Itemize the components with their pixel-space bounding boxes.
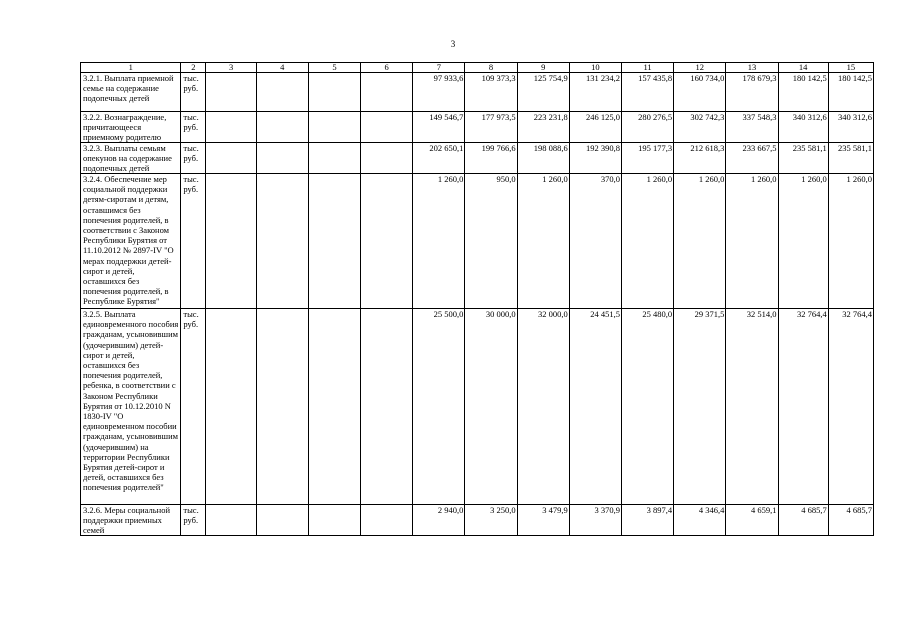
value-cell: 198 088,6 bbox=[517, 143, 569, 174]
value-cell: 202 650,1 bbox=[413, 143, 465, 174]
value-cell: 25 500,0 bbox=[413, 309, 465, 505]
value-cell: 370,0 bbox=[569, 174, 621, 309]
value-cell bbox=[206, 143, 256, 174]
value-cell: 3 897,4 bbox=[621, 505, 673, 536]
value-cell bbox=[361, 174, 413, 309]
value-cell bbox=[308, 309, 360, 505]
column-header: 3 bbox=[206, 63, 256, 73]
value-cell bbox=[206, 112, 256, 143]
value-cell: 24 451,5 bbox=[569, 309, 621, 505]
row-unit: тыс. руб. bbox=[181, 143, 206, 174]
column-header: 2 bbox=[181, 63, 206, 73]
value-cell: 32 764,4 bbox=[778, 309, 828, 505]
row-name: 3.2.2. Вознаграждение, причитающееся приемному родителю bbox=[83, 112, 167, 142]
column-header: 5 bbox=[308, 63, 360, 73]
row-name-cell bbox=[81, 112, 181, 143]
value-cell bbox=[256, 174, 308, 309]
value-cell bbox=[308, 143, 360, 174]
row-name: 3.2.4. Обеспечение мер социальной поддержки детям-сиротам и детям, оставшимся без попечения родителей, в соответствии с Законом Республики Бурятия от 11.10.2012 № 2897-IV "О мерах поддержки детей-сирот и детей, оставшихся без попечения родителей, в Республике Бурятия" bbox=[83, 174, 174, 307]
value-cell: 29 371,5 bbox=[674, 309, 726, 505]
page-number: 3 bbox=[450, 39, 456, 49]
column-header: 11 bbox=[621, 63, 673, 73]
column-header: 4 bbox=[256, 63, 308, 73]
table-body bbox=[81, 73, 874, 536]
value-cell bbox=[256, 143, 308, 174]
row-unit: тыс. руб. bbox=[181, 505, 206, 536]
row-name: 3.2.3. Выплаты семьям опекунов на содержание подопечных детей bbox=[83, 143, 172, 173]
value-cell: 180 142,5 bbox=[828, 73, 873, 112]
row-unit: тыс. руб. bbox=[181, 309, 206, 505]
value-cell: 340 312,6 bbox=[828, 112, 873, 143]
value-cell: 32 514,0 bbox=[726, 309, 778, 505]
value-cell: 195 177,3 bbox=[621, 143, 673, 174]
column-header: 9 bbox=[517, 63, 569, 73]
value-cell: 1 260,0 bbox=[778, 174, 828, 309]
column-header: 13 bbox=[726, 63, 778, 73]
value-cell: 3 479,9 bbox=[517, 505, 569, 536]
row-name: 3.2.6. Меры социальной поддержки приемных семей bbox=[83, 505, 170, 535]
value-cell: 950,0 bbox=[465, 174, 517, 309]
value-cell: 199 766,6 bbox=[465, 143, 517, 174]
value-cell bbox=[256, 112, 308, 143]
value-cell bbox=[308, 112, 360, 143]
value-cell: 180 142,5 bbox=[778, 73, 828, 112]
column-header: 10 bbox=[569, 63, 621, 73]
value-cell: 4 346,4 bbox=[674, 505, 726, 536]
value-cell: 233 667,5 bbox=[726, 143, 778, 174]
value-cell: 302 742,3 bbox=[674, 112, 726, 143]
row-unit: тыс. руб. bbox=[181, 73, 206, 112]
row-unit: тыс. руб. bbox=[181, 174, 206, 309]
row-unit: тыс. руб. bbox=[181, 112, 206, 143]
row-name-cell bbox=[81, 73, 181, 112]
value-cell: 1 260,0 bbox=[517, 174, 569, 309]
value-cell: 4 685,7 bbox=[828, 505, 873, 536]
column-header: 1 bbox=[81, 63, 181, 73]
value-cell: 32 764,4 bbox=[828, 309, 873, 505]
value-cell: 212 618,3 bbox=[674, 143, 726, 174]
value-cell: 1 260,0 bbox=[413, 174, 465, 309]
value-cell bbox=[308, 505, 360, 536]
value-cell: 235 581,1 bbox=[778, 143, 828, 174]
table-row bbox=[81, 505, 874, 536]
value-cell: 3 250,0 bbox=[465, 505, 517, 536]
value-cell bbox=[361, 112, 413, 143]
value-cell: 30 000,0 bbox=[465, 309, 517, 505]
value-cell: 97 933,6 bbox=[413, 73, 465, 112]
value-cell: 32 000,0 bbox=[517, 309, 569, 505]
value-cell: 340 312,6 bbox=[778, 112, 828, 143]
table-row bbox=[81, 73, 874, 112]
value-cell: 131 234,2 bbox=[569, 73, 621, 112]
value-cell bbox=[206, 309, 256, 505]
value-cell bbox=[361, 73, 413, 112]
value-cell: 1 260,0 bbox=[726, 174, 778, 309]
value-cell bbox=[256, 505, 308, 536]
value-cell bbox=[206, 505, 256, 536]
value-cell: 280 276,5 bbox=[621, 112, 673, 143]
value-cell: 157 435,8 bbox=[621, 73, 673, 112]
value-cell: 177 973,5 bbox=[465, 112, 517, 143]
value-cell bbox=[308, 73, 360, 112]
value-cell: 178 679,3 bbox=[726, 73, 778, 112]
value-cell bbox=[256, 309, 308, 505]
value-cell: 337 548,3 bbox=[726, 112, 778, 143]
column-header: 8 bbox=[465, 63, 517, 73]
value-cell bbox=[361, 309, 413, 505]
column-header: 12 bbox=[674, 63, 726, 73]
value-cell: 160 734,0 bbox=[674, 73, 726, 112]
value-cell: 4 685,7 bbox=[778, 505, 828, 536]
value-cell: 1 260,0 bbox=[674, 174, 726, 309]
row-name: 3.2.1. Выплата приемной семье на содержание подопечных детей bbox=[83, 73, 174, 104]
header-row bbox=[81, 63, 874, 73]
value-cell: 109 373,3 bbox=[465, 73, 517, 112]
value-cell: 149 546,7 bbox=[413, 112, 465, 143]
value-cell: 25 480,0 bbox=[621, 309, 673, 505]
row-name-cell bbox=[81, 143, 181, 174]
value-cell bbox=[361, 505, 413, 536]
value-cell bbox=[361, 143, 413, 174]
value-cell: 125 754,9 bbox=[517, 73, 569, 112]
row-name: 3.2.5. Выплата единовременного пособия гражданам, усыновившим (удочерившим) детей-сирот и детей, оставшихся без попечения родителей, ребенка, в соответствии с Законом Республики Бурятия от 10.12.2010 N 1830-IV "О единовременном пособии гражданам, усыновившим (удочерившим) на территории Республики Бурятия детей-сирот и детей, оставшихся без попечения родителей" bbox=[83, 309, 179, 493]
column-header: 7 bbox=[413, 63, 465, 73]
value-cell bbox=[206, 73, 256, 112]
row-name-cell bbox=[81, 309, 181, 505]
value-cell: 235 581,1 bbox=[828, 143, 873, 174]
value-cell: 223 231,8 bbox=[517, 112, 569, 143]
program-financing-table bbox=[80, 62, 874, 536]
table-row bbox=[81, 174, 874, 309]
table-row bbox=[81, 309, 874, 505]
value-cell: 1 260,0 bbox=[828, 174, 873, 309]
value-cell bbox=[256, 73, 308, 112]
table-row bbox=[81, 112, 874, 143]
table-row bbox=[81, 143, 874, 174]
value-cell: 192 390,8 bbox=[569, 143, 621, 174]
value-cell: 4 659,1 bbox=[726, 505, 778, 536]
column-header: 14 bbox=[778, 63, 828, 73]
row-name-cell bbox=[81, 174, 181, 309]
value-cell: 3 370,9 bbox=[569, 505, 621, 536]
value-cell: 1 260,0 bbox=[621, 174, 673, 309]
column-header: 6 bbox=[361, 63, 413, 73]
value-cell: 246 125,0 bbox=[569, 112, 621, 143]
value-cell bbox=[308, 174, 360, 309]
value-cell: 2 940,0 bbox=[413, 505, 465, 536]
value-cell bbox=[206, 174, 256, 309]
row-name-cell bbox=[81, 505, 181, 536]
column-header: 15 bbox=[828, 63, 873, 73]
